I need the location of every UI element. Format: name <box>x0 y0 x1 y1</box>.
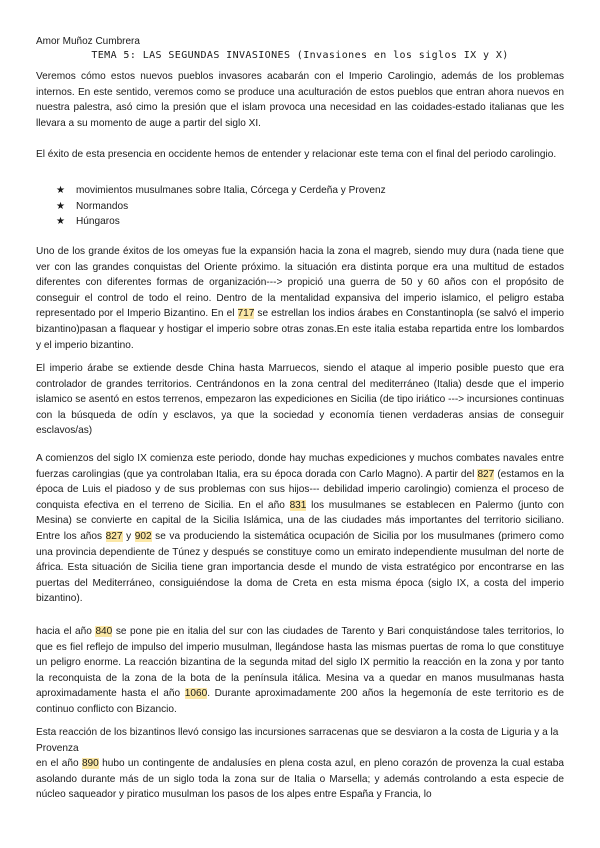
star-icon: ★ <box>56 216 66 228</box>
list-item: ★ Húngaros <box>56 214 386 230</box>
intro-paragraph: Veremos cómo estos nuevos pueblos invasores acabarán con el Imperio Carolingio, además de los problemas internos. En este sentido, veremos como se produce una aculturación de estos pueblos que entran ahora nuevos en nuestra palestra, asó cimo la presión que el islam provoca una necesidad en las coidades-estado italianas que les llevara a su momento de auge a partir del siglo XI. <box>36 71 564 129</box>
list-item: ★ Normandos <box>56 199 386 215</box>
highlight-year: 831 <box>289 499 307 511</box>
author-name: Amor Muñoz Cumbrera <box>36 36 140 47</box>
provence-paragraph: en el año 890 hubo un contingente de andalusíes en plena costa azul, en pleno corazón de provenza la cual estaba asolando durante más de un siglo toda la zona sur de Italia o Marsella; y además controlando a esta especie de núcleo saqueador y piratico musulman los pasos de los alpes entre España y Francia, lo <box>36 758 564 801</box>
star-icon: ★ <box>56 200 66 212</box>
context-paragraph: El éxito de esta presencia en occidente hemos de entender y relacionar este tema con el final del periodo carolingio. <box>36 149 557 160</box>
star-icon: ★ <box>56 185 66 196</box>
list-item: ★ movimientos musulmanes sobre Italia, Córcega y Cerdeña y Provenz <box>56 183 386 199</box>
highlight-year: 827 <box>477 468 495 480</box>
omeyas-paragraph: Uno de los grande éxitos de los omeyas fue la expansión hacia la zona el magreb, siendo muy dura (nada tiene que ver con las grandes conquistas del Oriente próximo. la situación era distinta porque era una multitud de estados diferentes con diferentes formas de organización---> propició una guerra de 50 y 60 años con el propósito de conseguir el control de todo el reino. Dentro de la mentalidad expansiva del imperio islamico, el peligro estaba representado por el Imperio Bizantino. En el 717 se estrellan los indios árabes en Constantinopla (se salvó el imperio bizantino)pasan a flaquear y hostigar el imperio sobre otras zonas.En este italia estaba repartida entre los lombardos y el imperio bizantino. <box>36 246 564 351</box>
arab-empire-paragraph: El imperio árabe se extiende desde China hasta Marruecos, siendo el ataque al imperio posible puesto que era controlador de grandes territorios. Centrándonos en la zona central del mediterráneo (Italia) desde que el imperio islamico se asentó en estos terrenos, empezaron las expediciones en Sicilia (de tipo iriático ---> incursiones continuas con la búsqueda de odín y esclavos, ya que la sociedad y economía tienen verdaderas ansias de conseguir esclavos/as) <box>36 363 564 437</box>
highlight-year: 717 <box>237 308 255 320</box>
topics-list <box>56 183 386 230</box>
highlight-year: 902 <box>134 530 152 542</box>
highlight-year: 840 <box>95 626 113 637</box>
liguria-paragraph: Esta reacción de los bizantinos llevó consigo las incursiones sarracenas que se desviaron a la costa de Liguria y a la Provenza <box>36 727 559 754</box>
highlight-year: 890 <box>81 758 99 769</box>
highlight-year: 1060 <box>184 688 208 700</box>
south-italy-paragraph: hacia el año 840 se pone pie en italia del sur con las ciudades de Tarento y Bari conquistándose tales territorios, lo que es fiel reflejo de impulso del imperio musulman, llegándose hasta las mismas puertas de roma lo que constituye un peligro enorme. La reacción bizantina de la segunda mitad del siglo IX permitio la reacción en la zona y por tanto la reconquista de la zona de la bota de la península itálica. Mesina va a quedar en manos musulmanas hasta aproximadamente hasta el año 1060. Durante aproximadamente 200 años la hegemonía de este territorio es de continuo conflicto con Bizancio. <box>36 626 564 715</box>
highlight-year: 827 <box>105 530 123 542</box>
sicily-paragraph: A comienzos del siglo IX comienza este periodo, donde hay muchas expediciones y muchos combates navales entre fuerzas carolingias (que ya controlaban Italia, era su época dorada con Carlo Magno). A partir del 827 (estamos en la época de Luis el piadoso y de sus problemas con sus hijos--- debilidad imperio carolingio) comienza el proceso de conquista efectiva en el terreno de Sicilia. En el año 831 los musulmanes se establecen en Palermo (junto con Mesina) se convierte en capital de la Sicilia Islámica, una de las ciudades más importantes del territorio siciliano. Entre los años 827 y 902 se va produciendo la sistemática ocupación de Sicilia por los musulmanes (primero como una provincia dependiente de Túnez y después se constituye como un emirato independiente musulman del norte de áfrica. Esta situación de Sicilia tiene gran importancia desde el mundo de vista estratégico por encontrarse en las puertas del Mediterráneo, consiguiéndose la doma de Creta en esta misma época (siglo IX, a costa del imperio bizantino). <box>36 453 564 605</box>
page-title: TEMA 5: LAS SEGUNDAS INVASIONES (Invasiones en los siglos IX y X) <box>91 50 509 61</box>
